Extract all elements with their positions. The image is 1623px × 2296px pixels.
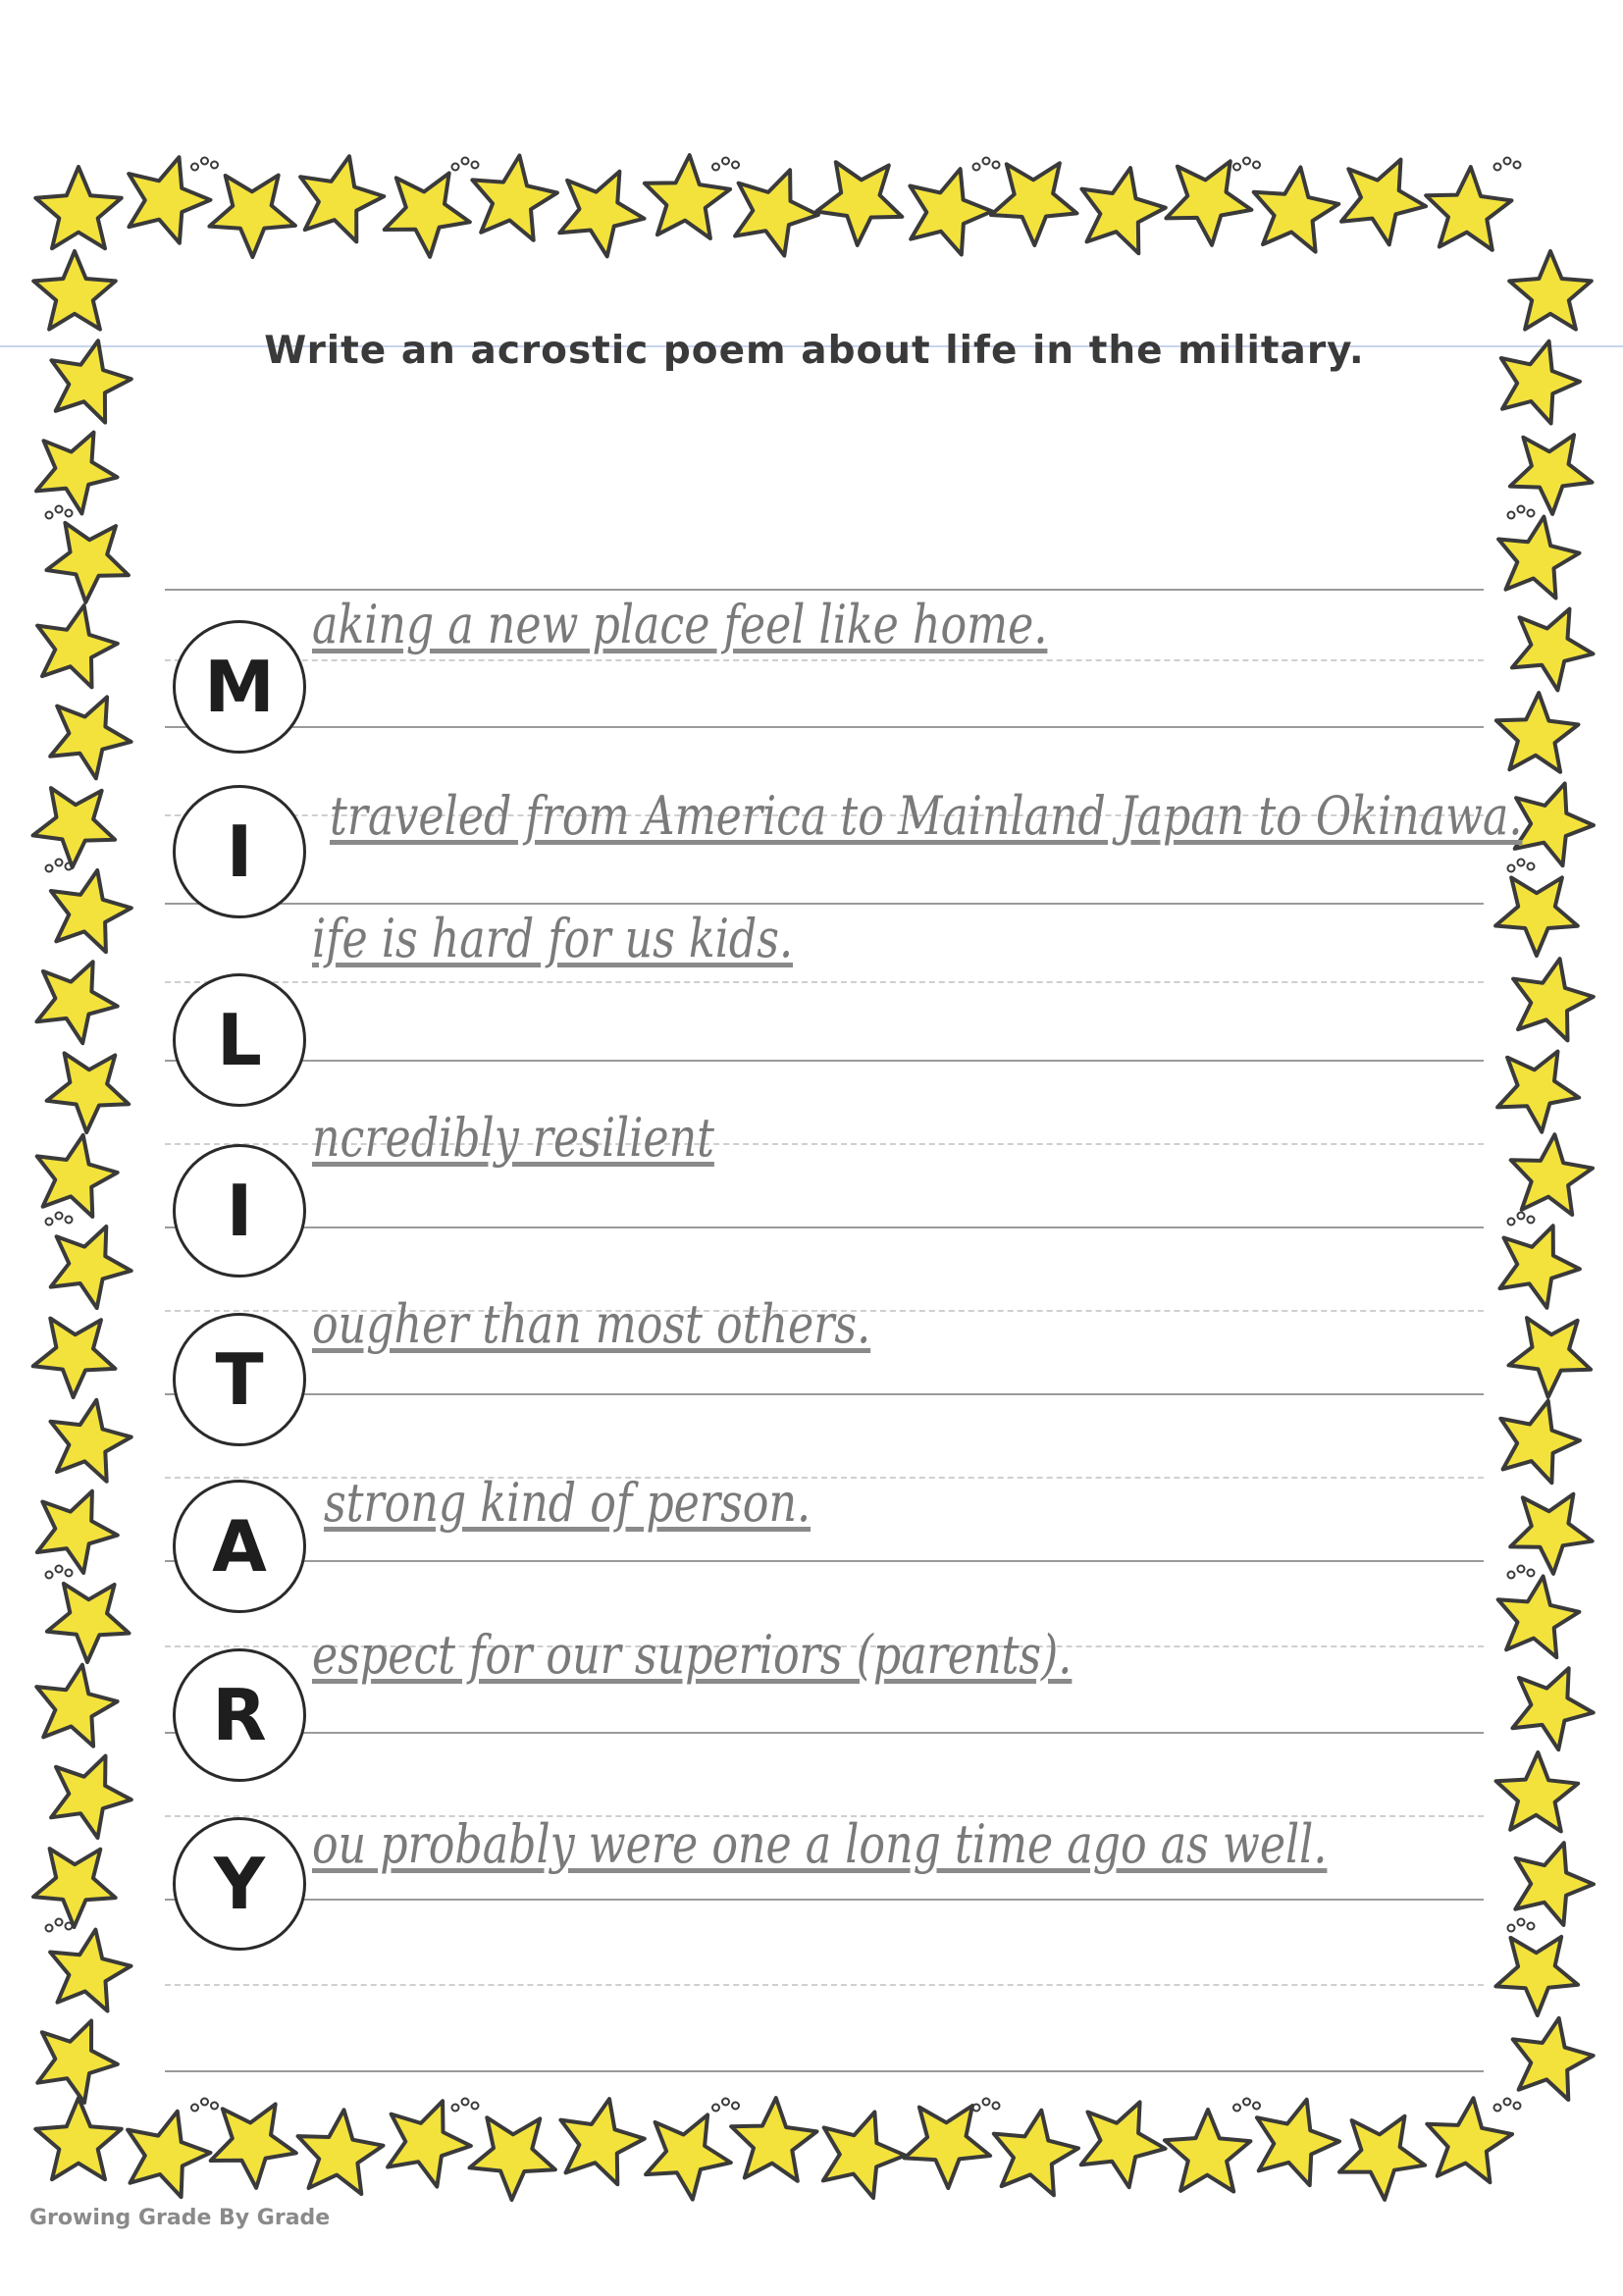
sparkle-dot (1528, 510, 1535, 517)
star-icon (47, 1053, 130, 1132)
acrostic-letter-m: M (173, 620, 306, 754)
sparkle-dot (1233, 164, 1240, 171)
acrostic-line-l: ife is hard for us kids. (312, 908, 794, 969)
star-icon (300, 156, 384, 241)
star-icon (1254, 168, 1339, 252)
sparkle-dot (732, 162, 739, 169)
sparkle-dot (1518, 860, 1525, 866)
star-icon (991, 163, 1077, 245)
star-icon (209, 176, 295, 257)
star-icon (905, 2106, 990, 2188)
sparkle-dot (1494, 2105, 1501, 2112)
sparkle-dot (1528, 1923, 1535, 1930)
sparkle-dot (46, 1572, 53, 1579)
star-icon (1498, 1577, 1580, 1658)
star-icon (1509, 251, 1592, 330)
star-icon (1510, 1494, 1593, 1574)
star-icon (1496, 693, 1579, 772)
sparkle-dot (993, 162, 1000, 169)
acrostic-line-i2: ncredibly resilient (312, 1107, 714, 1169)
midline (165, 981, 1484, 983)
sparkle-dot (46, 1219, 53, 1226)
sparkle-dot (1243, 2099, 1250, 2106)
star-icon (211, 2105, 296, 2188)
sparkle-dot (66, 1923, 73, 1930)
star-icon (1515, 1843, 1594, 1925)
star-icon (1426, 167, 1511, 250)
star-icon (33, 251, 116, 330)
sparkle-dot (1528, 863, 1535, 870)
star-icon (33, 788, 116, 867)
star-icon (1500, 1401, 1580, 1484)
star-icon (1166, 161, 1251, 245)
sparkle-dot (993, 2103, 1000, 2110)
rule-line (165, 1060, 1484, 1062)
star-icon (33, 1849, 116, 1927)
sparkle-dot (201, 2099, 208, 2106)
midline (165, 1984, 1484, 1986)
sparkle-dot (712, 2105, 719, 2112)
star-icon (1081, 2102, 1166, 2187)
star-icon (51, 1226, 131, 1308)
sparkle-dot (462, 2099, 469, 2106)
sparkle-dot (56, 506, 63, 513)
sparkle-dot (56, 860, 63, 866)
rule-line (165, 1393, 1484, 1395)
star-icon (51, 1400, 131, 1482)
sparkle-dot (66, 1570, 73, 1577)
star-icon (645, 155, 730, 238)
star-icon (129, 157, 210, 243)
worksheet-prompt: Write an acrostic poem about life in the military. (264, 329, 1365, 373)
rule-line (165, 589, 1484, 591)
sparkle-dot (46, 865, 53, 872)
star-icon (1501, 341, 1580, 424)
sparkle-dot (1528, 1217, 1535, 1224)
sparkle-dot (1504, 158, 1511, 165)
star-icon (35, 167, 121, 248)
sparkle-dot (1514, 2103, 1521, 2110)
star-icon (470, 2117, 555, 2200)
sparkle-dot (1518, 506, 1525, 513)
star-icon (33, 1319, 116, 1397)
star-icon (50, 1930, 131, 2011)
sparkle-dot (1504, 2099, 1511, 2106)
star-icon (560, 2099, 644, 2184)
sparkle-dot (973, 164, 980, 171)
star-icon (910, 169, 992, 254)
rule-line (165, 2070, 1484, 2072)
star-icon (1495, 877, 1578, 956)
sparkle-dot (46, 512, 53, 519)
star-icon (47, 1584, 130, 1662)
star-icon (559, 172, 644, 256)
star-icon (1500, 1226, 1580, 1308)
star-icon (37, 1135, 118, 1217)
star-icon (1498, 517, 1579, 599)
star-icon (1165, 2110, 1251, 2192)
acrostic-letter-y: Y (173, 1817, 306, 1951)
star-icon (36, 962, 117, 1043)
star-icon (1257, 2100, 1339, 2185)
star-icon (472, 156, 557, 240)
sparkle-dot (452, 2105, 459, 2112)
acrostic-line-m: aking a new place feel like home. (312, 594, 1048, 655)
acrostic-letter-a: A (173, 1480, 306, 1613)
sparkle-dot (1508, 1925, 1515, 1932)
sparkle-dot (1243, 158, 1250, 165)
sparkle-dot (1514, 162, 1521, 169)
star-icon (388, 2101, 471, 2186)
star-icon (646, 2114, 731, 2199)
star-icon (1513, 2018, 1594, 2100)
star-icon (1510, 435, 1593, 514)
sparkle-dot (452, 164, 459, 171)
star-icon (385, 174, 470, 257)
star-icon (1513, 959, 1594, 1040)
acrostic-line-i: traveled from America to Mainland Japan to Okinawa. (330, 785, 1523, 847)
star-icon (1511, 1134, 1593, 1215)
star-icon (37, 1491, 118, 1573)
sparkle-dot (983, 158, 990, 165)
star-icon (731, 2098, 816, 2181)
star-icon (46, 523, 128, 602)
star-icon (994, 2111, 1078, 2196)
star-icon (816, 162, 902, 245)
star-icon (50, 697, 131, 778)
footer-credit: Growing Grade By Grade (29, 2206, 331, 2230)
star-icon (128, 2112, 210, 2197)
star-icon (1341, 160, 1426, 245)
sparkle-dot (722, 2099, 729, 2106)
sparkle-dot (56, 1566, 63, 1573)
sparkle-dot (66, 510, 73, 517)
sparkle-dot (732, 2103, 739, 2110)
sparkle-dot (1253, 2103, 1260, 2110)
sparkle-dot (1233, 2105, 1240, 2112)
acrostic-letter-i2: I (173, 1144, 306, 1278)
star-icon (51, 1756, 131, 1838)
star-icon (1512, 1668, 1593, 1749)
acrostic-letter-t: T (173, 1313, 306, 1446)
rule-line (165, 1560, 1484, 1562)
sparkle-dot (472, 162, 479, 169)
star-icon (37, 2021, 118, 2103)
star-icon (1496, 1752, 1579, 1831)
star-icon (1512, 609, 1594, 691)
star-icon (37, 605, 118, 687)
acrostic-letter-l: L (173, 973, 306, 1107)
sparkle-dot (211, 2103, 218, 2110)
sparkle-dot (201, 158, 208, 165)
rule-line (165, 903, 1484, 905)
sparkle-dot (66, 1217, 73, 1224)
acrostic-letter-i: I (173, 785, 306, 918)
star-icon (51, 340, 131, 422)
acrostic-letter-r: R (173, 1648, 306, 1782)
sparkle-dot (1253, 162, 1260, 169)
sparkle-dot (1508, 512, 1515, 519)
sparkle-dot (191, 164, 198, 171)
sparkle-dot (462, 158, 469, 165)
sparkle-dot (712, 164, 719, 171)
sparkle-dot (722, 158, 729, 165)
star-icon (1497, 1052, 1579, 1132)
sparkle-dot (1508, 1572, 1515, 1579)
rule-line (165, 1226, 1484, 1228)
sparkle-dot (56, 1919, 63, 1926)
sparkle-dot (1528, 1570, 1535, 1577)
sparkle-dot (1508, 865, 1515, 872)
star-icon (35, 2098, 121, 2179)
rule-line (165, 726, 1484, 728)
sparkle-dot (1508, 1219, 1515, 1226)
star-icon (823, 2113, 906, 2199)
sparkle-dot (472, 2103, 479, 2110)
star-icon (1495, 1937, 1578, 2015)
sparkle-dot (211, 162, 218, 169)
acrostic-line-t: ougher than most others. (312, 1293, 871, 1355)
sparkle-dot (46, 1925, 53, 1932)
sparkle-dot (1518, 1566, 1525, 1573)
star-icon (36, 1665, 117, 1747)
star-icon (1339, 2116, 1425, 2200)
star-icon (1509, 1318, 1592, 1397)
acrostic-line-a: strong kind of person. (324, 1472, 812, 1534)
midline (165, 659, 1484, 661)
sparkle-dot (1518, 1213, 1525, 1220)
sparkle-dot (56, 1213, 63, 1220)
sparkle-dot (191, 2105, 198, 2112)
star-icon (1081, 168, 1165, 253)
sparkle-dot (1518, 1919, 1525, 1926)
acrostic-line-r: espect for our superiors (parents). (312, 1624, 1073, 1686)
star-icon (1515, 784, 1594, 866)
star-icon (735, 170, 818, 255)
rule-line (165, 1899, 1484, 1901)
star-icon (51, 870, 131, 952)
sparkle-dot (983, 2099, 990, 2106)
sparkle-dot (1494, 164, 1501, 171)
star-icon (36, 433, 118, 514)
rule-line (165, 1732, 1484, 1734)
acrostic-line-y: ou probably were one a long time ago as well. (312, 1813, 1328, 1875)
star-icon (298, 2110, 384, 2194)
